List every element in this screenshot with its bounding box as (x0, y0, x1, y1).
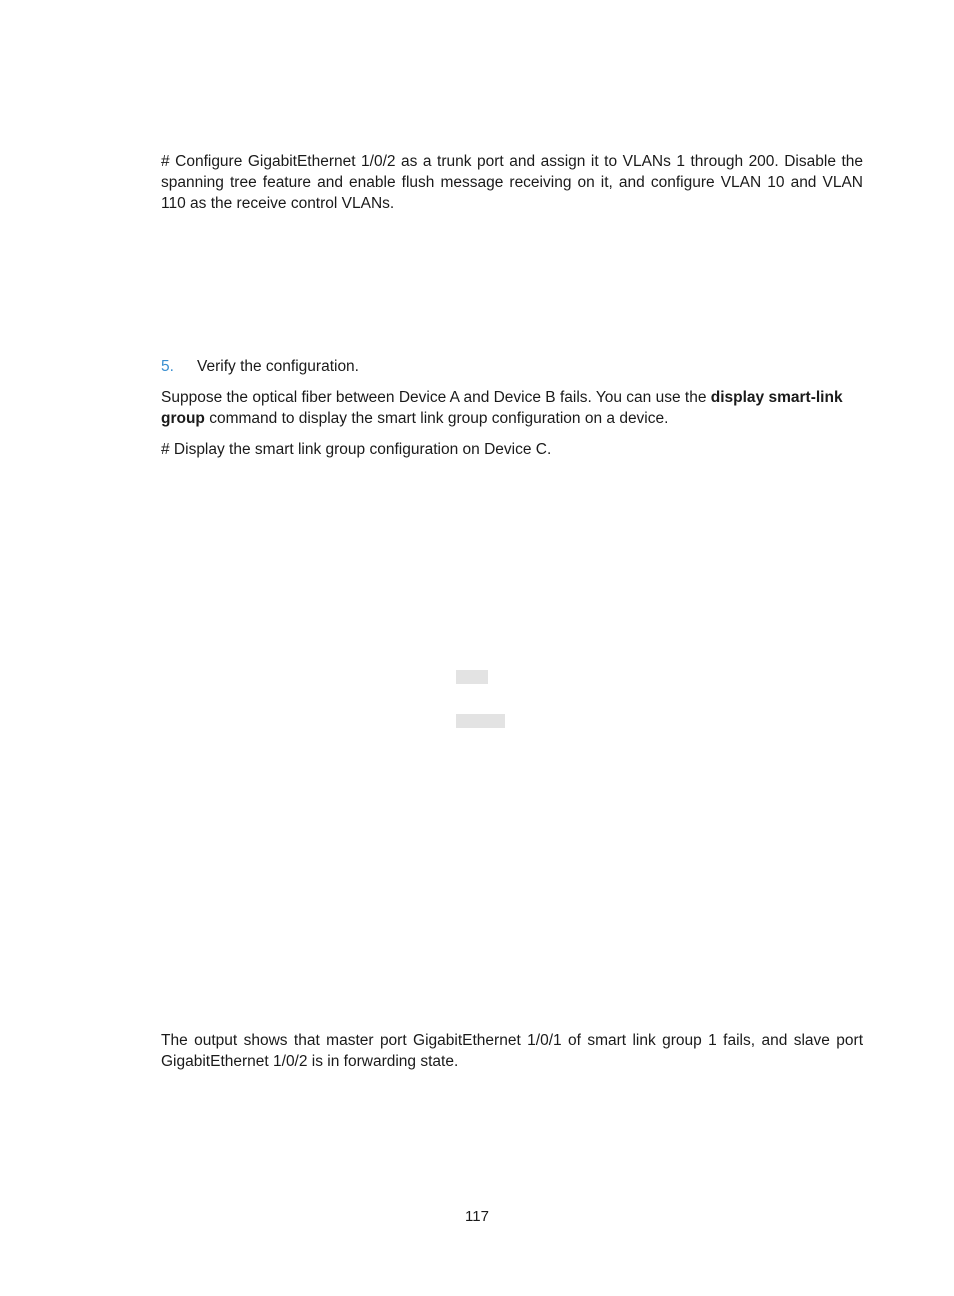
suppose-text-after: command to display the smart link group configuration on a device. (204, 410, 669, 427)
suppose-text-before: Suppose the optical fiber between Device A and Device B fails. You can use the (161, 389, 711, 406)
step-text: Verify the configuration. (197, 358, 359, 375)
configure-instruction-paragraph: # Configure GigabitEthernet 1/0/2 as a trunk port and assign it to VLANs 1 through 200. Disable the spanning tree feature and enable flush message receiving on it, and configure VLAN 10 and VLAN 110 as the receive control VLANs. (161, 153, 863, 212)
step-verify-configuration (161, 356, 359, 377)
highlight-block (456, 670, 488, 684)
page-number: 117 (465, 1208, 489, 1225)
output-summary-paragraph: The output shows that master port GigabitEthernet 1/0/1 of smart link group 1 fails, and slave port GigabitEthernet 1/0/2 is in forwarding state. (161, 1032, 863, 1070)
step-number: 5. (161, 358, 174, 375)
display-comment-paragraph: # Display the smart link group configuration on Device C. (161, 441, 552, 458)
highlight-block (456, 714, 505, 728)
command-keyword: display smart-link group (161, 389, 843, 427)
suppose-paragraph (161, 387, 863, 429)
